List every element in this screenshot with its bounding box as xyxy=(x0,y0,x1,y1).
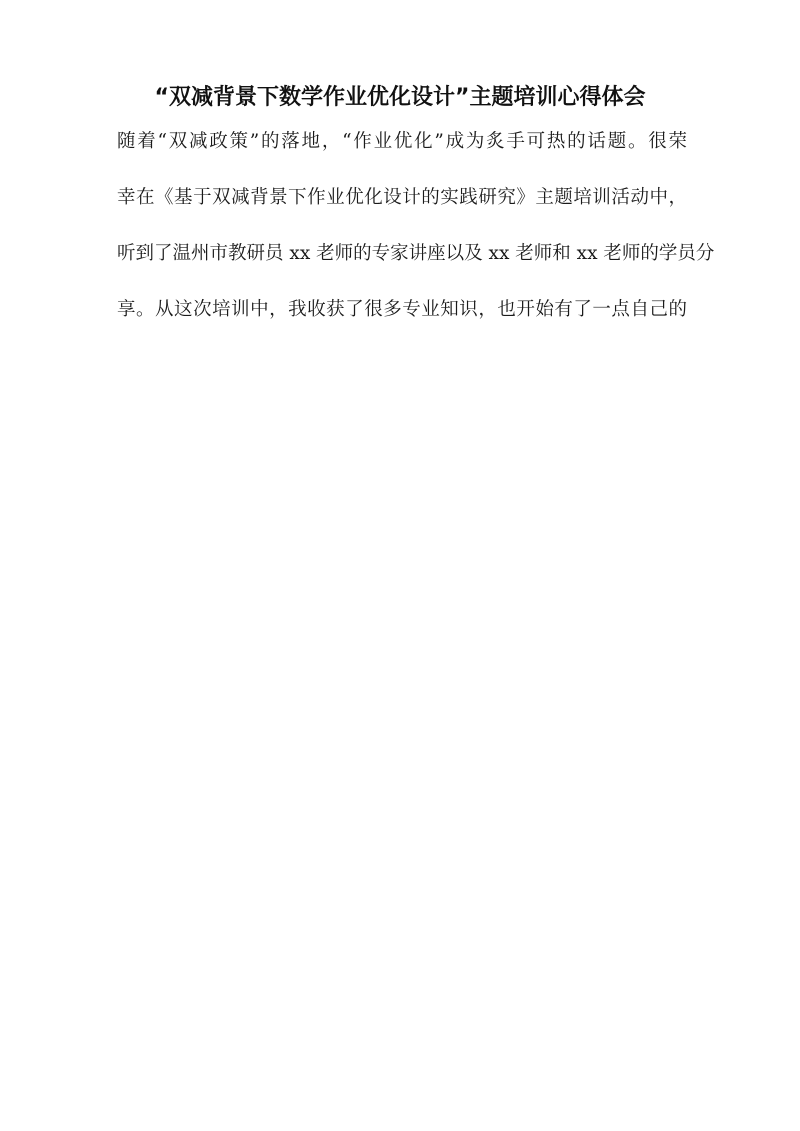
paragraph-line: 享。从这次培训中，我收获了很多专业知识，也开始有了一点自己的 xyxy=(117,299,687,320)
paragraph-line: 随着“双减政策”的落地，“作业优化”成为炙手可热的话题。很荣 xyxy=(117,131,687,152)
document-title: “双减背景下数学作业优化设计”主题培训心得体会 xyxy=(154,85,646,110)
paragraph-line: 听到了温州市教研员 xx 老师的专家讲座以及 xx 老师和 xx 老师的学员分 xyxy=(117,243,715,264)
paragraph-line: 幸在《基于双减背景下作业优化设计的实践研究》主题培训活动中， xyxy=(117,187,687,208)
